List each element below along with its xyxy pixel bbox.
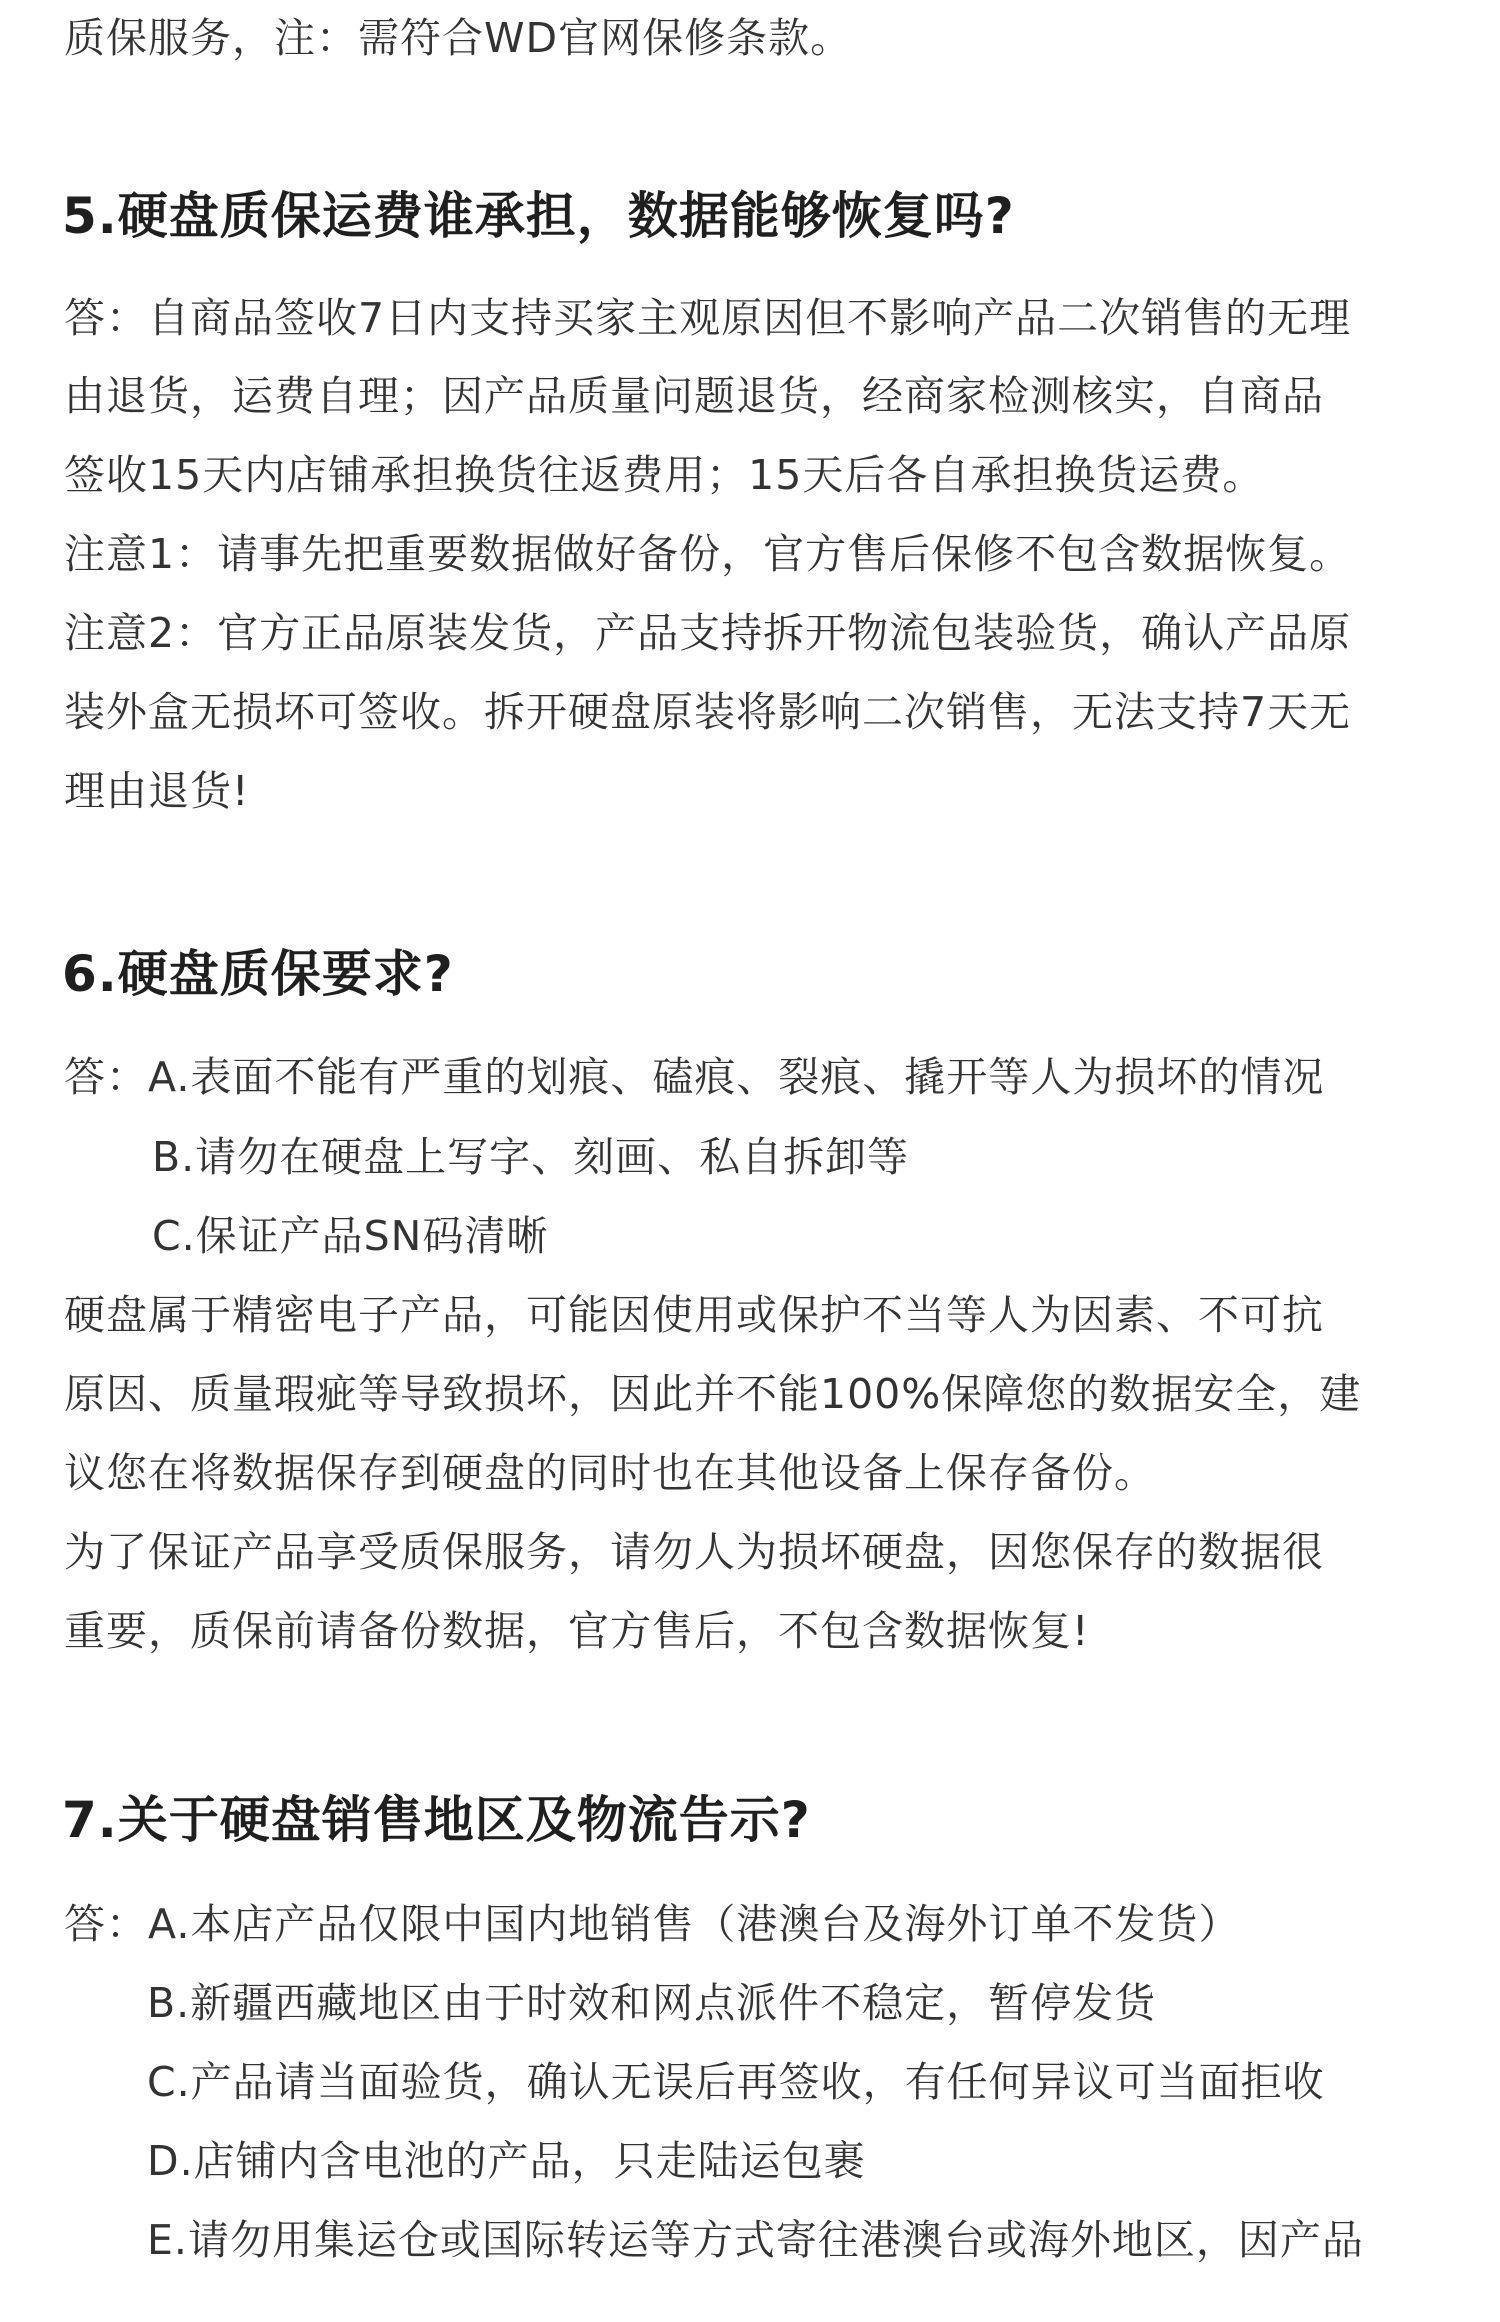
section-7-answer-a: 答：A.本店产品仅限中国内地销售（港澳台及海外订单不发货） — [64, 1900, 1241, 1948]
section-6-para-2-line-1: 为了保证产品享受质保服务，请勿人为损坏硬盘，因您保存的数据很 — [64, 1528, 1324, 1576]
section-6-answer-a: 答：A.表面不能有严重的划痕、磕痕、裂痕、撬开等人为损坏的情况 — [64, 1053, 1325, 1101]
section-5-note-2: 注意2：官方正品原装发货，产品支持拆开物流包装验货，确认产品原 — [64, 609, 1352, 657]
section-5-line-1: 答：自商品签收7日内支持买家主观原因但不影响产品二次销售的无理 — [64, 294, 1352, 342]
section-7-answer-c: C.产品请当面验货，确认无误后再签收，有任何异议可当面拒收 — [147, 2058, 1325, 2106]
section-6-answer-b: B.请勿在硬盘上写字、刻画、私自拆卸等 — [152, 1133, 910, 1181]
section-5-heading: 5.硬盘质保运费谁承担，数据能够恢复吗? — [62, 187, 1015, 245]
section-6-heading: 6.硬盘质保要求? — [62, 945, 454, 1003]
intro-tail-text: 质保服务，注：需符合WD官网保修条款。 — [64, 14, 853, 62]
section-5-line-7: 理由退货! — [64, 767, 250, 815]
section-5-note-1: 注意1：请事先把重要数据做好备份，官方售后保修不包含数据恢复。 — [64, 530, 1352, 578]
section-5-line-3: 签收15天内店铺承担换货往返费用；15天后各自承担换货运费。 — [64, 451, 1265, 499]
section-5-line-2: 由退货，运费自理；因产品质量问题退货，经商家检测核实，自商品 — [64, 372, 1324, 420]
section-7-answer-d: D.店铺内含电池的产品，只走陆运包裹 — [147, 2137, 866, 2185]
section-6-para-2-line-2: 重要，质保前请备份数据，官方售后，不包含数据恢复! — [64, 1607, 1090, 1655]
section-7-heading: 7.关于硬盘销售地区及物流告示? — [62, 1791, 811, 1849]
section-6-para-1-line-1: 硬盘属于精密电子产品，可能因使用或保护不当等人为因素、不可抗 — [64, 1291, 1324, 1339]
section-6-para-1-line-2: 原因、质量瑕疵等导致损坏，因此并不能100%保障您的数据安全，建 — [64, 1370, 1362, 1418]
section-5-line-6: 装外盒无损坏可签收。拆开硬盘原装将影响二次销售，无法支持7天无 — [64, 688, 1352, 736]
section-6-answer-c: C.保证产品SN码清晰 — [152, 1212, 549, 1260]
section-7-answer-e: E.请勿用集运仓或国际转运等方式寄往港澳台或海外地区，因产品 — [147, 2216, 1364, 2264]
section-7-answer-b: B.新疆西藏地区由于时效和网点派件不稳定，暂停发货 — [147, 1979, 1157, 2027]
section-6-para-1-line-3: 议您在将数据保存到硬盘的同时也在其他设备上保存备份。 — [64, 1449, 1156, 1497]
